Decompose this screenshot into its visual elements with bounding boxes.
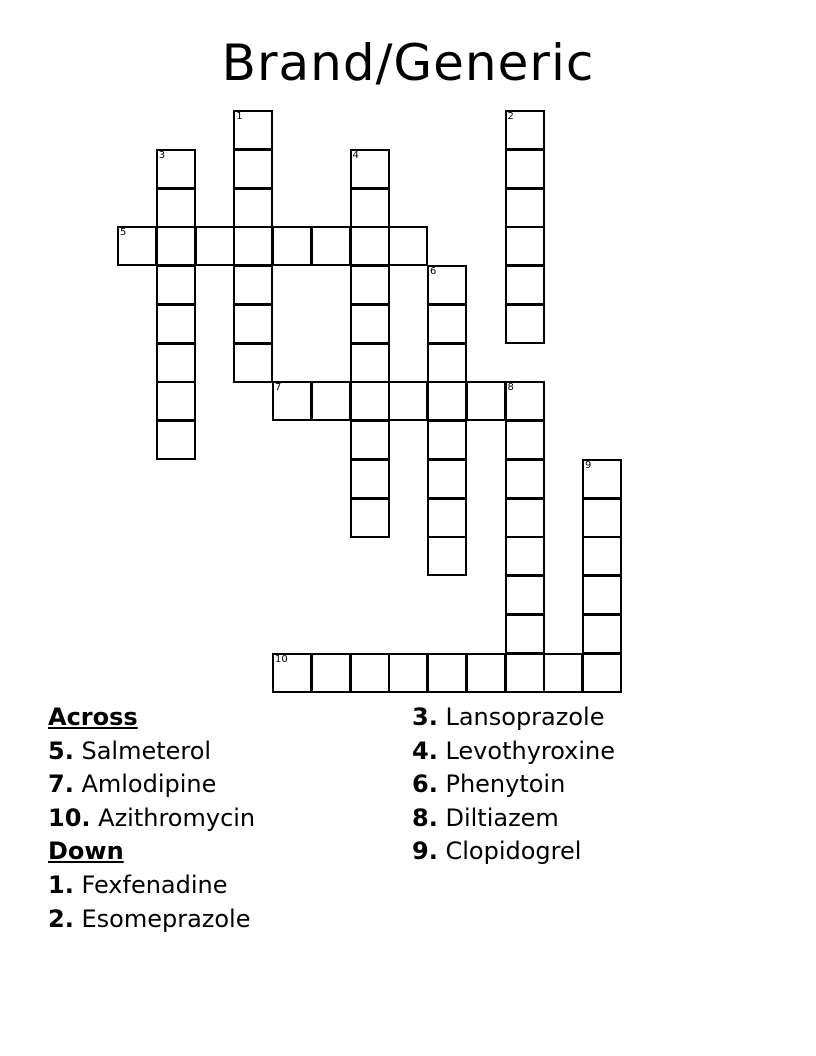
grid-cell[interactable] (427, 381, 467, 421)
grid-cell[interactable] (388, 226, 428, 266)
grid-cell[interactable] (505, 304, 545, 344)
clue-text: Levothyroxine (445, 736, 616, 765)
clue-number: 6. (412, 770, 438, 799)
grid-cell[interactable] (156, 149, 196, 189)
grid-cell[interactable] (543, 653, 583, 693)
cell-number: 7 (275, 382, 282, 394)
clue-across-5 (48, 735, 255, 769)
cell-number: 10 (275, 653, 288, 665)
grid-cell[interactable] (156, 343, 196, 383)
clue-text: Salmeterol (81, 736, 212, 765)
grid-cell[interactable] (505, 536, 545, 576)
cell-number: 3 (158, 149, 166, 161)
clue-down-4 (412, 735, 615, 769)
clue-number: 7. (48, 770, 74, 799)
cell-number: 4 (352, 149, 359, 161)
grid-cell[interactable] (427, 459, 467, 499)
clue-down-1 (48, 869, 255, 903)
grid-cell[interactable] (505, 110, 545, 150)
grid-cell[interactable] (388, 653, 428, 693)
clue-text: Clopidogrel (445, 837, 582, 866)
cell-number: 5 (120, 227, 127, 239)
clue-number: 8. (412, 803, 438, 832)
grid-cell[interactable] (582, 498, 622, 538)
grid-cell[interactable] (350, 226, 390, 266)
cell-number: 1 (236, 111, 243, 122)
cell-number: 9 (585, 459, 592, 471)
clue-text: Esomeprazole (81, 904, 251, 933)
grid-cell[interactable] (233, 188, 273, 228)
clue-across-7 (48, 768, 255, 802)
grid-cell[interactable] (427, 653, 467, 693)
across-heading: Across (48, 703, 138, 731)
clue-text: Diltiazem (445, 803, 559, 832)
clue-number: 1. (48, 870, 74, 899)
grid-cell[interactable] (350, 343, 390, 383)
grid-cell[interactable] (505, 498, 545, 538)
grid-cell[interactable] (427, 304, 467, 344)
clue-down-6 (412, 768, 615, 802)
clue-number: 5. (48, 736, 74, 765)
grid-cell[interactable] (156, 226, 196, 266)
grid-cell[interactable] (195, 226, 235, 266)
clue-down-2 (48, 903, 255, 937)
cell-number: 2 (507, 111, 514, 122)
grid-cell[interactable] (350, 420, 390, 460)
grid-cell[interactable] (272, 653, 312, 693)
grid-cell[interactable] (427, 498, 467, 538)
clue-number: 9. (412, 837, 438, 866)
clue-text: Phenytoin (445, 770, 566, 799)
grid-cell[interactable] (505, 653, 545, 693)
down-heading: Down (48, 837, 124, 866)
grid-cell[interactable] (582, 536, 622, 576)
grid-cell[interactable] (233, 110, 273, 150)
grid-cell[interactable] (466, 653, 506, 693)
clues-left-column (48, 701, 255, 936)
grid-cell[interactable] (582, 653, 622, 693)
clue-text: Azithromycin (98, 803, 256, 832)
grid-cell[interactable] (388, 381, 428, 421)
grid-cell[interactable] (156, 188, 196, 228)
grid-cell[interactable] (505, 265, 545, 305)
clue-number: 2. (48, 904, 74, 933)
clues-right-column (412, 701, 615, 869)
grid-cell[interactable] (156, 304, 196, 344)
grid-cell[interactable] (350, 459, 390, 499)
puzzle-title: Brand/Generic (221, 34, 595, 92)
clue-down-3 (412, 701, 615, 735)
grid-cell[interactable] (272, 226, 312, 266)
grid-cell[interactable] (505, 149, 545, 189)
grid-cell[interactable] (233, 265, 273, 305)
grid-cell[interactable] (427, 420, 467, 460)
grid-cell[interactable] (582, 614, 622, 654)
clue-text: Fexfenadine (81, 870, 228, 899)
clue-number: 4. (412, 736, 438, 765)
grid-cell[interactable] (466, 381, 506, 421)
clue-down-9 (412, 835, 615, 869)
grid-cell[interactable] (582, 575, 622, 615)
grid-cell[interactable] (505, 226, 545, 266)
grid-cell[interactable] (156, 381, 196, 421)
grid-cell[interactable] (233, 226, 273, 266)
grid-cell[interactable] (505, 575, 545, 615)
grid-cell[interactable] (505, 188, 545, 228)
grid-cell[interactable] (582, 459, 622, 499)
grid-cell[interactable] (427, 265, 467, 305)
grid-cell[interactable] (350, 265, 390, 305)
grid-cell[interactable] (117, 226, 157, 266)
grid-cell[interactable] (156, 420, 196, 460)
grid-cell[interactable] (350, 149, 390, 189)
clue-across-10 (48, 802, 255, 836)
clue-number: 3. (412, 703, 438, 731)
grid-cell[interactable] (427, 536, 467, 576)
grid-cell[interactable] (505, 614, 545, 654)
cell-number: 6 (430, 266, 437, 277)
clue-number: 10. (48, 803, 91, 832)
grid-cell[interactable] (350, 304, 390, 344)
grid-cell[interactable] (350, 498, 390, 538)
grid-cell[interactable] (233, 343, 273, 383)
grid-cell[interactable] (272, 381, 312, 421)
grid-cell[interactable] (233, 304, 273, 344)
clue-text: Amlodipine (81, 770, 217, 799)
grid-cell[interactable] (311, 653, 351, 693)
grid-cell[interactable] (233, 149, 273, 189)
grid-cell[interactable] (427, 343, 467, 383)
grid-cell[interactable] (311, 381, 351, 421)
grid-cell[interactable] (311, 226, 351, 266)
grid-cell[interactable] (505, 381, 545, 421)
grid-cell[interactable] (505, 420, 545, 460)
grid-cell[interactable] (505, 459, 545, 499)
clue-down-8 (412, 802, 615, 836)
grid-cell[interactable] (350, 188, 390, 228)
cell-number: 8 (507, 382, 514, 394)
clue-text: Lansoprazole (445, 703, 605, 731)
grid-cell[interactable] (350, 381, 390, 421)
grid-cell[interactable] (156, 265, 196, 305)
grid-cell[interactable] (350, 653, 390, 693)
